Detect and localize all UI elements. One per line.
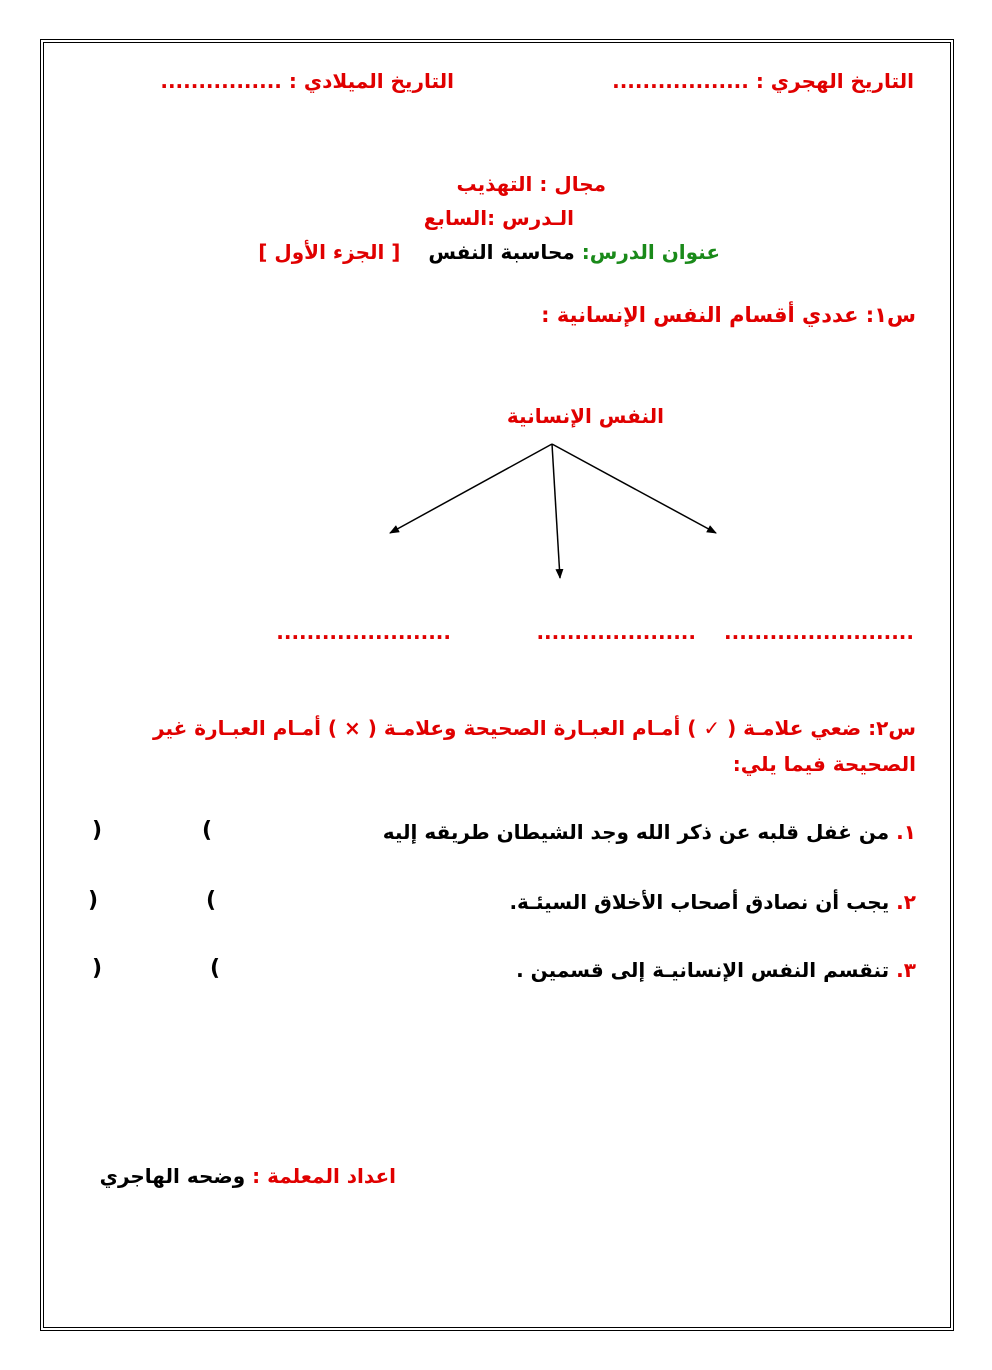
hijri-date-blank: .................. [612, 69, 749, 93]
question-1-label: س١: [865, 303, 916, 327]
question-2-line2: الصحيحة فيما يلي: [732, 752, 916, 776]
lesson-title-value: محاسبة النفس [428, 240, 575, 264]
answer-blank-right[interactable]: ......................... [724, 620, 914, 644]
question-2-line1 [153, 716, 916, 740]
diagram-root-label: النفس الإنسانية [506, 404, 664, 428]
lesson-number-label: الـدرس : [487, 206, 574, 230]
statement-3-paren-open[interactable]: ( [210, 956, 221, 981]
statement-1-paren-close[interactable]: ) [92, 818, 103, 843]
lesson-part: [ الجزء الأول ] [258, 240, 401, 264]
statement-2-paren-open[interactable]: ( [206, 888, 217, 913]
statement-2 [509, 890, 916, 914]
statement-2-text: يجب أن نصادق أصحاب الأخلاق السيئـة. [509, 890, 890, 914]
gregorian-date-blank: ................ [160, 69, 282, 93]
question-2-label: س٢: [868, 716, 916, 740]
teacher-name: وضحه الهاجري [99, 1164, 246, 1188]
statement-2-paren-close[interactable]: ) [88, 888, 99, 913]
arrow-middle [552, 444, 560, 578]
arrow-left [390, 444, 552, 533]
hijri-date-label: التاريخ الهجري : [755, 69, 914, 93]
statement-1-text: من غفل قلبه عن ذكر الله وجد الشيطان طريقه إليه [382, 820, 890, 844]
statement-3-text: تنقسم النفس الإنسانيـة إلى قسمين . [516, 958, 890, 982]
statement-2-number: ٢. [896, 890, 916, 914]
question-1-text: عددي أقسام النفس الإنسانية : [541, 303, 859, 327]
prepared-by-label: اعداد المعلمة : [252, 1164, 396, 1188]
statement-1 [383, 820, 916, 844]
prepared-by [100, 1164, 396, 1188]
gregorian-date-label: التاريخ الميلادي : [288, 69, 454, 93]
statement-3-number: ٣. [896, 958, 916, 982]
arrow-right [552, 444, 716, 533]
statement-3 [516, 958, 916, 982]
statement-1-number: ١. [896, 820, 916, 844]
question-2-instruction-1: ضعي علامـة ( ✓ ) أمـام العبـارة الصحيحة وعلامـة ( × ) أمـام العبـارة غير [153, 716, 862, 740]
statement-3-paren-close[interactable]: ) [92, 956, 103, 981]
answer-blank-left[interactable]: ....................... [276, 620, 451, 644]
answer-blank-middle[interactable]: ..................... [536, 620, 696, 644]
domain-label: مجال : [539, 172, 606, 196]
lesson-number-value: السابع [423, 206, 488, 230]
statement-1-paren-open[interactable]: ( [202, 818, 213, 843]
lesson-title-label: عنوان الدرس: [581, 240, 720, 264]
domain-value: التهذيب [456, 172, 533, 196]
